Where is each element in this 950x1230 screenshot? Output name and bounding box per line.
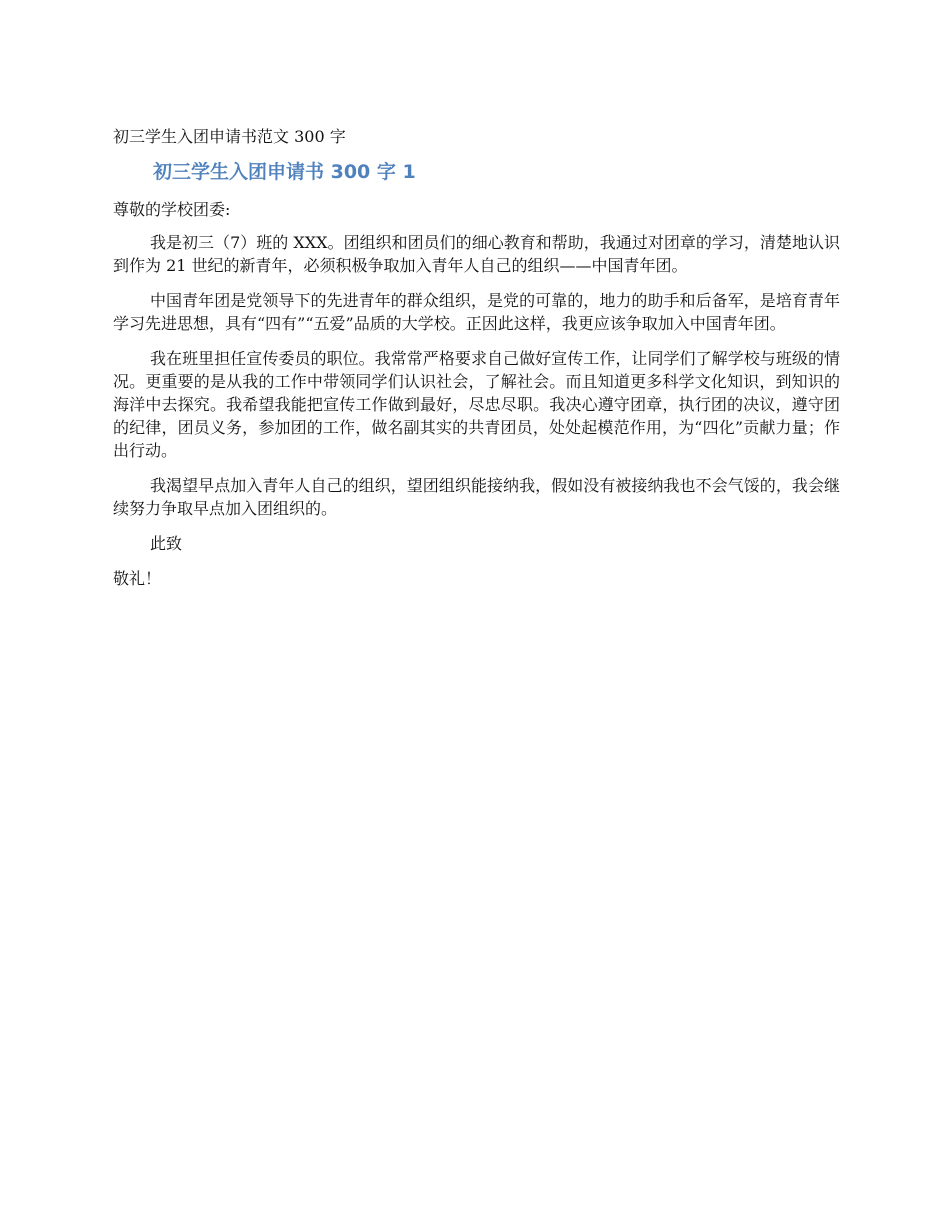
document-body xyxy=(113,125,840,590)
closing-line: 此致 xyxy=(150,534,183,553)
paragraph-4: 我渴望早点加入青年人自己的组织，望团组织能接纳我，假如没有被接纳我也不会气馁的，我会继续努力争取早点加入团组织的。 xyxy=(113,476,840,518)
document-title: 初三学生入团申请书范文 300 字 xyxy=(113,127,346,146)
section-heading: 初三学生入团申请书 300 字 1 xyxy=(153,161,416,183)
paragraph-1: 我是初三（7）班的 XXX。团组织和团员们的细心教育和帮助，我通过对团章的学习，清楚地认识到作为 21 世纪的新青年，必须积极争取加入青年人自己的组织——中国青年团。 xyxy=(113,233,840,275)
paragraph-3: 我在班里担任宣传委员的职位。我常常严格要求自己做好宣传工作，让同学们了解学校与班级的情况。更重要的是从我的工作中带领同学们认识社会，了解社会。而且知道更多科学文化知识，到知识的海洋中去探究。我希望我能把宣传工作做到最好，尽忠尽职。我决心遵守团章，执行团的决议，遵守团的纪律，团员义务，参加团的工作，做名副其实的共青团员，处处起模范作用，为“四化”贡献力量；作出行动。 xyxy=(113,349,840,460)
regards-line: 敬礼！ xyxy=(113,569,162,588)
salutation: 尊敬的学校团委: xyxy=(113,200,231,219)
paragraph-2: 中国青年团是党领导下的先进青年的群众组织，是党的可靠的，地力的助手和后备军，是培育青年学习先进思想，具有“四有”“五爱”品质的大学校。正因此这样，我更应该争取加入中国青年团。 xyxy=(113,291,840,333)
